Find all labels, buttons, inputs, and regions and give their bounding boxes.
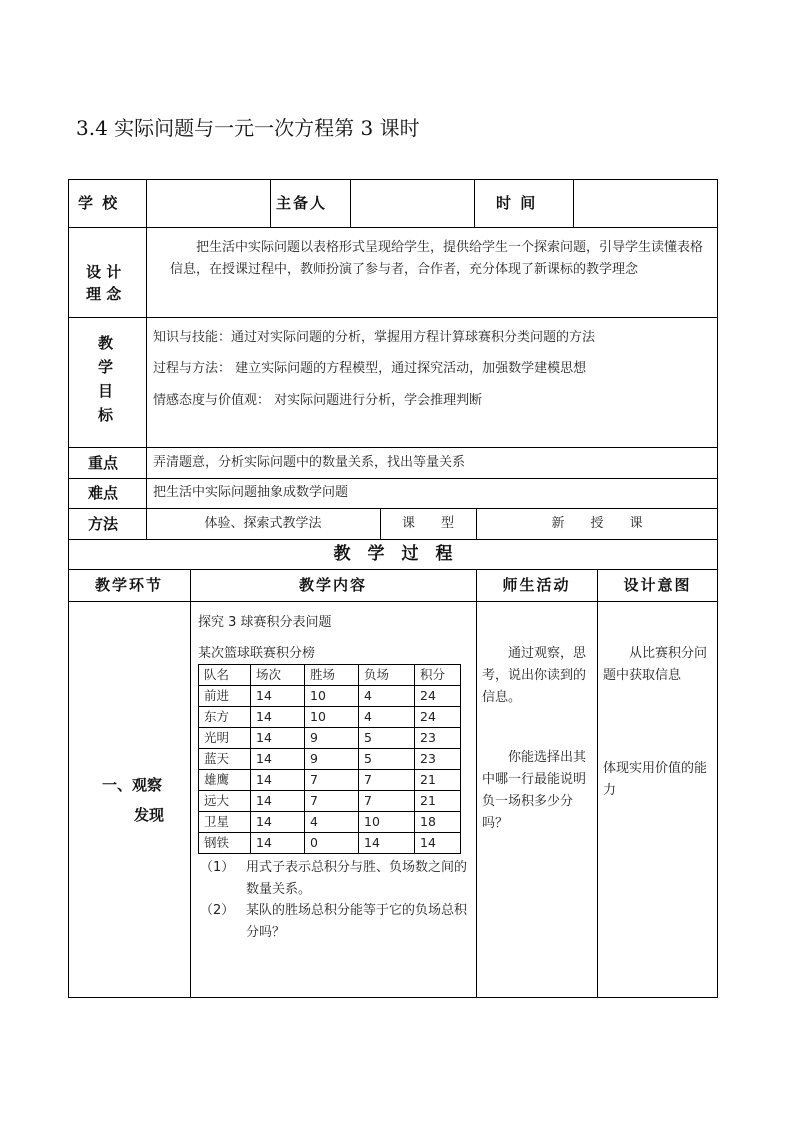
table-row xyxy=(199,833,461,854)
column-header-activity: 师生活动 xyxy=(502,576,571,594)
games-cell: 14 xyxy=(251,770,305,791)
goal-knowledge: 知识与技能：通过对实际问题的分析，掌握用方程计算球赛积分类问题的方法 xyxy=(153,330,596,345)
lesson-type-value: 新 授 课 xyxy=(551,516,643,531)
wins-cell: 10 xyxy=(305,686,359,707)
difficulty-text: 把生活中实际问题抽象成数学问题 xyxy=(153,485,349,500)
method-text: 体验、探索式教学法 xyxy=(204,516,322,531)
wins-cell: 4 xyxy=(305,812,359,833)
losses-cell: 10 xyxy=(359,812,415,833)
stage-label-line2: 发现 xyxy=(134,806,165,824)
points-cell: 21 xyxy=(415,791,461,812)
losses-cell: 5 xyxy=(359,749,415,770)
points-cell: 23 xyxy=(415,749,461,770)
column-header-content: 教学内容 xyxy=(298,576,367,594)
team-name: 卫星 xyxy=(199,812,251,833)
losses-cell: 7 xyxy=(359,770,415,791)
question-1-number: （1） xyxy=(200,860,235,875)
wins-cell: 10 xyxy=(305,707,359,728)
goals-label-char: 目 xyxy=(98,382,114,400)
team-name: 光明 xyxy=(199,728,251,749)
games-cell: 14 xyxy=(251,833,305,854)
games-cell: 14 xyxy=(251,686,305,707)
losses-cell: 7 xyxy=(359,791,415,812)
team-name: 雄鹰 xyxy=(199,770,251,791)
explore-title: 探究 3 球赛积分表问题 xyxy=(198,615,332,630)
goals-label-char: 教 xyxy=(98,334,114,352)
table-header-cell: 场次 xyxy=(251,665,305,686)
page-title: 3.4 实际问题与一元一次方程第 3 课时 xyxy=(76,116,420,140)
points-cell: 24 xyxy=(415,707,461,728)
design-label-line2: 理 念 xyxy=(86,285,122,303)
school-label: 学 校 xyxy=(78,194,120,212)
points-cell: 24 xyxy=(415,686,461,707)
losses-cell: 4 xyxy=(359,686,415,707)
key-point-text: 弄清题意，分析实际问题中的数量关系，找出等量关系 xyxy=(153,455,466,470)
team-name: 蓝天 xyxy=(199,749,251,770)
question-2-text: 某队的胜场总积分能等于它的负场总积分吗？ xyxy=(246,903,468,940)
activity-observe: 通过观察，思考，说出你读到的信息。 xyxy=(482,646,587,705)
losses-cell: 4 xyxy=(359,707,415,728)
wins-cell: 9 xyxy=(305,728,359,749)
table-header-cell: 胜场 xyxy=(305,665,359,686)
wins-cell: 7 xyxy=(305,791,359,812)
points-cell: 21 xyxy=(415,770,461,791)
goal-attitude: 情感态度与价值观： 对实际问题进行分析，学会推理判断 xyxy=(153,393,483,408)
table-header-cell: 队名 xyxy=(199,665,251,686)
games-cell: 14 xyxy=(251,749,305,770)
stage-label-line1: 一、观察 xyxy=(102,776,163,794)
intent-practical-value: 体现实用价值的能力 xyxy=(603,761,708,798)
games-cell: 14 xyxy=(251,791,305,812)
table-row xyxy=(199,728,461,749)
goals-label-char: 学 xyxy=(98,358,114,376)
table-row xyxy=(199,812,461,833)
goals-label-char: 标 xyxy=(98,406,114,424)
column-header-stage: 教学环节 xyxy=(94,576,163,594)
games-cell: 14 xyxy=(251,812,305,833)
intent-gather-info: 从比赛积分问题中获取信息 xyxy=(603,646,708,683)
wins-cell: 9 xyxy=(305,749,359,770)
column-header-intent: 设计意图 xyxy=(623,576,692,594)
method-label: 方法 xyxy=(88,515,119,533)
goal-process: 过程与方法： 建立实际问题的方程模型，通过探究活动，加强数学建模思想 xyxy=(153,361,587,376)
wins-cell: 0 xyxy=(305,833,359,854)
table-row xyxy=(199,791,461,812)
team-name: 钢铁 xyxy=(199,833,251,854)
question-1-text: 用式子表示总积分与胜、负场数之间的数量关系。 xyxy=(246,860,468,897)
losses-cell: 14 xyxy=(359,833,415,854)
team-name: 东方 xyxy=(199,707,251,728)
team-name: 远大 xyxy=(199,791,251,812)
preparer-label: 主备人 xyxy=(276,194,328,212)
team-name: 前进 xyxy=(199,686,251,707)
lesson-type-label: 课 型 xyxy=(401,516,454,531)
table-header-cell: 积分 xyxy=(415,665,461,686)
table-row xyxy=(199,707,461,728)
points-cell: 14 xyxy=(415,833,461,854)
key-point-label: 重点 xyxy=(88,454,119,472)
points-cell: 18 xyxy=(415,812,461,833)
scoreboard-table xyxy=(198,664,461,854)
table-row xyxy=(199,749,461,770)
table-row xyxy=(199,686,461,707)
design-concept-text: 把生活中实际问题以表格形式呈现给学生，提供给学生一个探索问题，引导学生读懂表格信息，在授课过程中，教师扮演了参与者，合作者，充分体现了新课标的教学理念 xyxy=(170,240,704,277)
difficulty-label: 难点 xyxy=(88,484,119,502)
wins-cell: 7 xyxy=(305,770,359,791)
time-label: 时 间 xyxy=(496,194,538,212)
games-cell: 14 xyxy=(251,728,305,749)
table-header-row xyxy=(199,665,461,686)
process-heading: 教 学 过 程 xyxy=(333,544,453,564)
design-label-line1: 设 计 xyxy=(86,263,122,281)
losses-cell: 5 xyxy=(359,728,415,749)
scoreboard-title: 某次篮球联赛积分榜 xyxy=(198,646,316,661)
table-header-cell: 负场 xyxy=(359,665,415,686)
question-2-number: （2） xyxy=(200,903,235,918)
points-cell: 23 xyxy=(415,728,461,749)
games-cell: 14 xyxy=(251,707,305,728)
table-row xyxy=(199,770,461,791)
activity-question: 你能选择出其中哪一行最能说明负一场积多少分吗？ xyxy=(482,750,587,831)
